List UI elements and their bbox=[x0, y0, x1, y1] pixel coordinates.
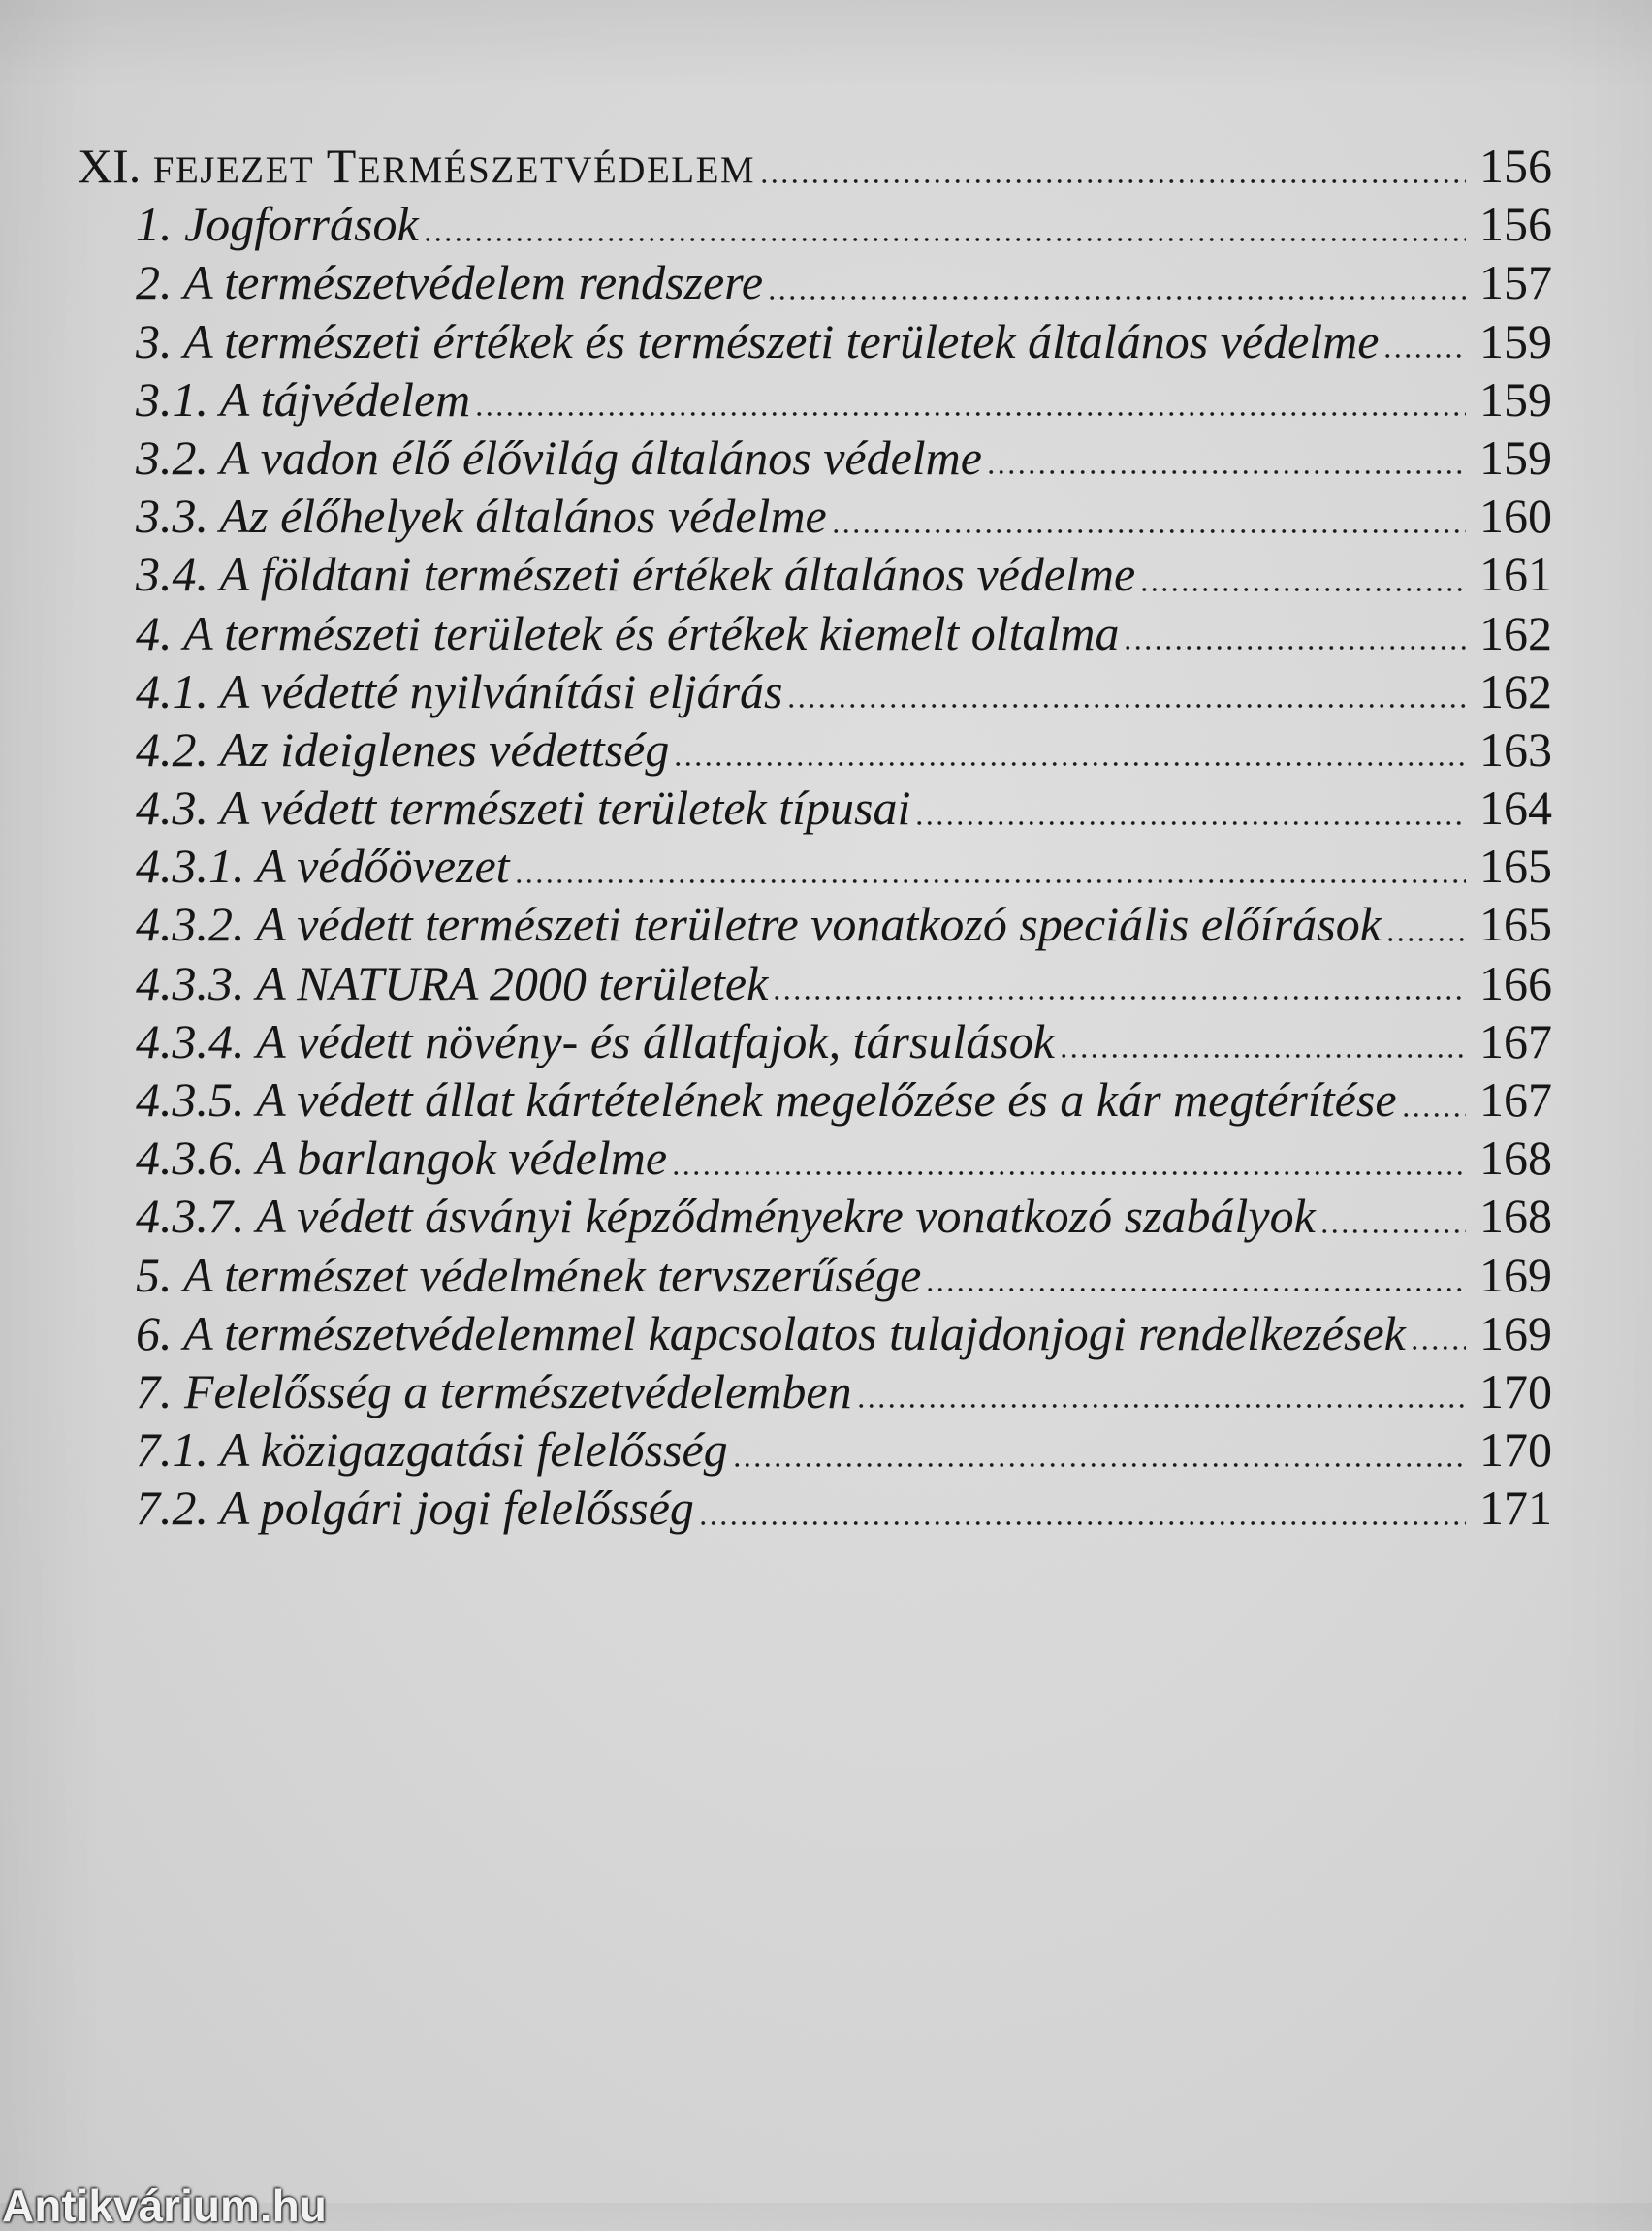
leader-dots bbox=[786, 662, 1466, 720]
toc-entry bbox=[136, 487, 1552, 545]
toc-entry-page: 161 bbox=[1479, 547, 1552, 602]
toc-entry-page: 171 bbox=[1479, 1481, 1552, 1536]
leader-dots bbox=[914, 779, 1466, 837]
leader-dots bbox=[1059, 1012, 1466, 1070]
leader-dots bbox=[856, 1362, 1466, 1420]
toc-entry-title: 5. A természet védelmének tervszerűsége bbox=[136, 1247, 922, 1302]
leader-dots bbox=[698, 1479, 1466, 1537]
leader-dots bbox=[1139, 545, 1466, 603]
leader-dots bbox=[732, 1420, 1466, 1479]
toc-entry bbox=[136, 1129, 1552, 1187]
toc-entry-page: 159 bbox=[1479, 371, 1552, 427]
toc-entry-title: 4.3.4. A védett növény- és állatfajok, társulások bbox=[136, 1013, 1055, 1068]
toc-entry-title: 4. A természeti területek és értékek kiemelt oltalma bbox=[136, 605, 1120, 660]
leader-dots bbox=[772, 954, 1466, 1012]
toc-entry bbox=[136, 545, 1552, 603]
toc-entry-title: 4.3.3. A NATURA 2000 területek bbox=[136, 955, 769, 1010]
toc-entry bbox=[136, 1246, 1552, 1304]
table-of-contents bbox=[78, 137, 1552, 1538]
toc-entry-page: 167 bbox=[1479, 1013, 1552, 1068]
toc-entry-page: 170 bbox=[1479, 1363, 1552, 1418]
toc-entry-page: 162 bbox=[1479, 605, 1552, 660]
chapter-number: XI. bbox=[78, 139, 142, 193]
leader-dots bbox=[423, 195, 1466, 253]
toc-entry-page: 160 bbox=[1479, 489, 1552, 544]
leader-dots bbox=[1319, 1187, 1466, 1245]
toc-entry-list bbox=[78, 195, 1552, 1537]
toc-entry bbox=[136, 1304, 1552, 1362]
toc-entry bbox=[136, 370, 1552, 429]
toc-entry bbox=[136, 954, 1552, 1012]
toc-entry-title: 4.2. Az ideiglenes védettség bbox=[136, 721, 670, 777]
toc-entry bbox=[136, 779, 1552, 837]
leader-dots bbox=[514, 837, 1466, 895]
toc-entry bbox=[136, 1479, 1552, 1537]
leader-dots bbox=[1385, 895, 1466, 953]
toc-entry-page: 162 bbox=[1479, 663, 1552, 718]
toc-entry bbox=[136, 195, 1552, 253]
watermark-clip bbox=[0, 2178, 407, 2231]
toc-entry bbox=[136, 1362, 1552, 1420]
leader-dots bbox=[986, 429, 1466, 487]
leader-dots bbox=[474, 370, 1466, 429]
chapter-label: FEJEZET bbox=[152, 149, 315, 191]
toc-entry bbox=[136, 1187, 1552, 1245]
leader-dots bbox=[767, 253, 1466, 311]
chapter-name: TERMÉSZETVÉDELEM bbox=[326, 139, 756, 193]
toc-chapter-row bbox=[78, 137, 1552, 195]
toc-entry-page: 159 bbox=[1479, 430, 1552, 485]
toc-entry bbox=[136, 1420, 1552, 1479]
toc-entry bbox=[136, 1012, 1552, 1070]
toc-entry-title: 7. Felelősség a természetvédelemben bbox=[136, 1363, 852, 1418]
toc-entry-title: 3.3. Az élőhelyek általános védelme bbox=[136, 489, 827, 544]
toc-entry-page: 165 bbox=[1479, 897, 1552, 952]
toc-entry-page: 164 bbox=[1479, 781, 1552, 836]
toc-entry-page: 168 bbox=[1479, 1189, 1552, 1244]
toc-entry-page: 169 bbox=[1479, 1305, 1552, 1360]
toc-entry bbox=[136, 253, 1552, 311]
toc-entry bbox=[136, 895, 1552, 953]
toc-entry-title: 4.3.7. A védett ásványi képződményekre vonatkozó szabályok bbox=[136, 1189, 1316, 1244]
leader-dots bbox=[831, 487, 1466, 545]
toc-entry-page: 159 bbox=[1479, 313, 1552, 368]
toc-entry-title: 4.3.1. A védőövezet bbox=[136, 839, 510, 894]
toc-entry-title: 4.3.2. A védett természeti területre vonatkozó speciális előírások bbox=[136, 897, 1382, 952]
leader-dots bbox=[1401, 1070, 1466, 1129]
toc-entry-page: 163 bbox=[1479, 721, 1552, 777]
toc-entry-title: 2. A természetvédelem rendszere bbox=[136, 255, 764, 310]
toc-entry-title: 7.2. A polgári jogi felelősség bbox=[136, 1481, 694, 1536]
toc-entry-title: 3.1. A tájvédelem bbox=[136, 371, 471, 427]
leader-dots bbox=[1123, 604, 1466, 662]
toc-entry bbox=[136, 604, 1552, 662]
watermark-logo: Antikvárium.hu bbox=[2, 2181, 327, 2231]
leader-dots bbox=[673, 720, 1466, 779]
toc-entry bbox=[136, 837, 1552, 895]
toc-entry-page: 170 bbox=[1479, 1422, 1552, 1478]
toc-entry-page: 165 bbox=[1479, 839, 1552, 894]
toc-entry-title: 3.4. A földtani természeti értékek általános védelme bbox=[136, 547, 1136, 602]
toc-entry bbox=[136, 429, 1552, 487]
toc-entry-page: 156 bbox=[1479, 197, 1552, 252]
toc-entry-title: 1. Jogforrások bbox=[136, 197, 419, 252]
leader-dots bbox=[759, 137, 1466, 195]
toc-entry-title: 6. A természetvédelemmel kapcsolatos tulajdonjogi rendelkezések bbox=[136, 1305, 1406, 1360]
leader-dots bbox=[671, 1129, 1466, 1187]
toc-entry bbox=[136, 720, 1552, 779]
toc-entry bbox=[136, 1070, 1552, 1129]
toc-entry-page: 167 bbox=[1479, 1072, 1552, 1127]
toc-entry-title: 4.3. A védett természeti területek típusai bbox=[136, 781, 911, 836]
leader-dots bbox=[925, 1246, 1466, 1304]
toc-entry bbox=[136, 312, 1552, 370]
toc-entry-title: 4.3.5. A védett állat kártételének megelőzése és a kár megtérítése bbox=[136, 1072, 1397, 1127]
toc-entry bbox=[136, 662, 1552, 720]
toc-entry-page: 166 bbox=[1479, 955, 1552, 1010]
toc-entry-title: 3. A természeti értékek és természeti területek általános védelme bbox=[136, 313, 1380, 368]
leader-dots bbox=[1382, 312, 1466, 370]
toc-entry-title: 3.2. A vadon élő élővilág általános védelme bbox=[136, 430, 982, 485]
toc-entry-title: 7.1. A közigazgatási felelősség bbox=[136, 1422, 728, 1478]
toc-entry-title: 4.3.6. A barlangok védelme bbox=[136, 1131, 668, 1186]
toc-chapter-page: 156 bbox=[1479, 139, 1552, 193]
leader-dots bbox=[1410, 1304, 1466, 1362]
toc-chapter-title bbox=[78, 137, 755, 200]
toc-entry-page: 169 bbox=[1479, 1247, 1552, 1302]
toc-entry-page: 157 bbox=[1479, 255, 1552, 310]
toc-entry-title: 4.1. A védetté nyilvánítási eljárás bbox=[136, 663, 783, 718]
toc-entry-page: 168 bbox=[1479, 1131, 1552, 1186]
